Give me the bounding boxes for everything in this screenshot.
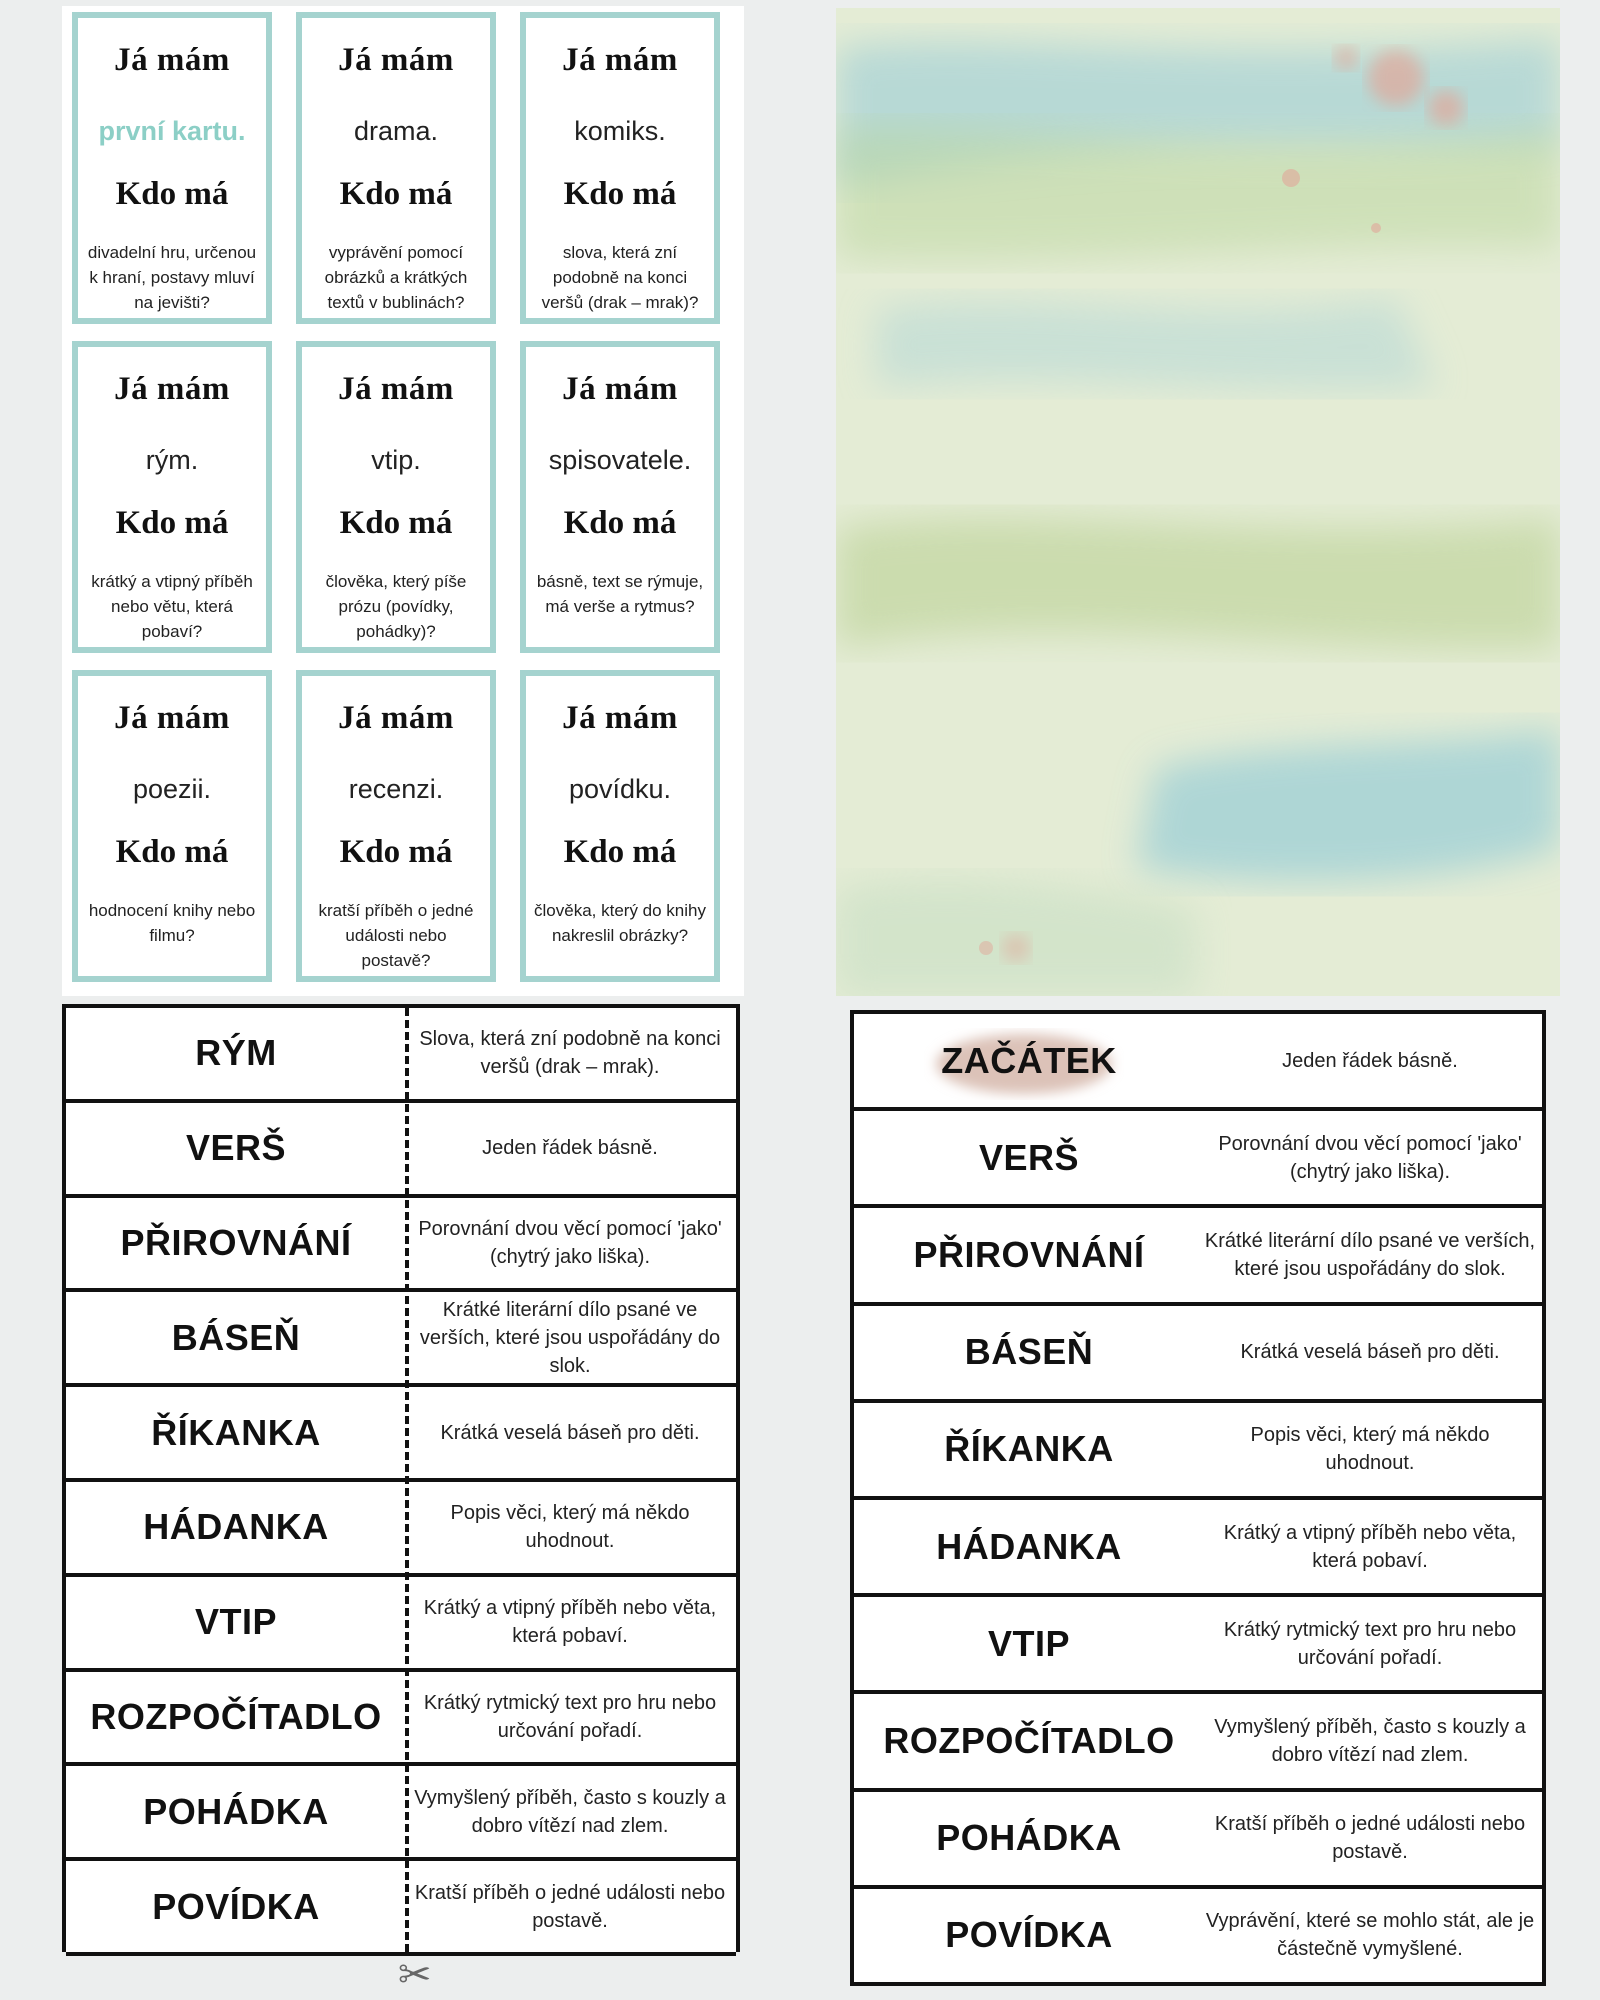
table-row [854,1208,1542,1305]
term-definition: Popis věci, který má někdo uhodnout. [1250,1424,1490,1475]
table-row [66,1861,736,1956]
card-sheet [62,6,744,996]
term-definition: Krátké literární dílo psané ve verších, které jsou uspořádány do slok. [1204,1229,1536,1280]
card-question: hodnocení knihy nebo filmu? [88,901,256,945]
card [72,12,272,324]
table-row [66,1766,736,1861]
card-heading-have: Já mám [114,42,230,78]
watercolor-background [836,8,1560,996]
table-row [854,1889,1542,1986]
card-heading-who: Kdo má [339,505,453,541]
card [72,670,272,982]
term-definition: Jeden řádek básně. [1282,1049,1458,1072]
card-heading-who: Kdo má [563,505,677,541]
table-row [66,1103,736,1198]
term-label: BÁSEŇ [964,1331,1094,1373]
term-label: POHÁDKA [936,1817,1122,1859]
term-label: VERŠ [978,1136,1080,1178]
card-question: slova, která zní podobně na konci veršů (drak – mrak)? [541,243,699,312]
table-row [854,1792,1542,1889]
term-label: ŘÍKANKA [944,1428,1114,1470]
card-question: člověka, který píše prózu (povídky, pohádky)? [325,572,467,641]
card-question: vyprávění pomocí obrázků a krátkých textů v bublinách? [324,243,468,312]
term-definition: Popis věci, který má někdo uhodnout. [450,1502,690,1553]
card-heading-have: Já mám [338,42,454,78]
card-heading-have: Já mám [338,371,454,407]
term-definition: Vymyšlený příběh, často s kouzly a dobro vítězí nad zlem. [414,1786,726,1837]
term-definition: Slova, která zní podobně na konci veršů (drak – mrak). [419,1028,721,1079]
term-label: ZAČÁTEK [941,1039,1117,1081]
card-heading-have: Já mám [114,700,230,736]
term-label: VTIP [987,1622,1070,1664]
term-label: PŘIROVNÁNÍ [913,1233,1145,1275]
term-label: POHÁDKA [143,1790,329,1832]
card-question: člověka, který do knihy nakreslil obrázky? [534,901,706,945]
term-label: ROZPOČÍTADLO [90,1695,382,1737]
table-row [66,1387,736,1482]
term-label: BÁSEŇ [171,1316,301,1358]
card-answer: povídku. [568,774,672,804]
table-row [66,1577,736,1672]
card [296,12,496,324]
term-definition: Krátké literární dílo psané ve verších, které jsou uspořádány do slok. [419,1298,721,1377]
right-term-table [850,1010,1546,1986]
term-label: ŘÍKANKA [151,1411,321,1453]
card-heading-who: Kdo má [115,834,229,870]
card-question: kratší příběh o jedné události nebo postavě? [318,901,474,970]
term-definition: Krátký a vtipný příběh nebo věta, která pobaví. [423,1597,717,1648]
card-heading-have: Já mám [562,700,678,736]
card-answer: drama. [353,116,439,146]
watercolor-art [836,8,1560,996]
card-answer: rým. [145,445,199,475]
table-row [66,1482,736,1577]
card-answer: spisovatele. [548,445,692,475]
table-row [854,1014,1542,1111]
term-definition: Porovnání dvou věcí pomocí 'jako' (chytrý jako liška). [418,1217,722,1268]
term-definition: Kratší příběh o jedné události nebo postavě. [414,1881,726,1932]
card-question: divadelní hru, určenou k hraní, postavy mluví na jevišti? [87,243,257,312]
card-question: krátký a vtipný příběh nebo větu, která pobaví? [91,572,253,641]
card [520,341,720,653]
term-definition: Krátký a vtipný příběh nebo věta, která pobaví. [1223,1521,1517,1572]
card-heading-who: Kdo má [115,505,229,541]
table-row [66,1198,736,1293]
card-answer: poezii. [132,774,212,804]
card-heading-have: Já mám [562,42,678,78]
term-definition: Krátká veselá báseň pro děti. [1240,1341,1500,1364]
table-row [66,1008,736,1103]
table-row [854,1500,1542,1597]
term-definition: Kratší příběh o jedné události nebo postavě. [1214,1813,1526,1864]
table-row [854,1694,1542,1791]
term-definition: Porovnání dvou věcí pomocí 'jako' (chytrý jako liška). [1218,1132,1522,1183]
card-heading-who: Kdo má [115,176,229,212]
term-definition: Jeden řádek básně. [482,1137,658,1160]
term-label: POVÍDKA [945,1914,1113,1956]
term-label: PŘIROVNÁNÍ [120,1221,352,1263]
card [72,341,272,653]
card-heading-have: Já mám [338,700,454,736]
card-answer: komiks. [574,116,666,146]
card-heading-who: Kdo má [563,176,677,212]
term-label: HÁDANKA [143,1506,329,1548]
table-row [854,1403,1542,1500]
table-row [66,1672,736,1767]
card [296,670,496,982]
card [296,341,496,653]
table-row [854,1111,1542,1208]
term-label: VTIP [194,1601,277,1643]
term-label: HÁDANKA [936,1525,1122,1567]
term-label: VERŠ [185,1127,287,1169]
scissors-icon: ✂ [398,1953,432,1997]
term-definition: Krátká veselá báseň pro děti. [440,1421,700,1444]
term-definition: Vyprávění, které se mohlo stát, ale je částečně vymyšlené. [1205,1910,1535,1961]
term-label: ROZPOČÍTADLO [883,1719,1175,1761]
card-heading-who: Kdo má [339,834,453,870]
table-row [854,1597,1542,1694]
card-answer: první kartu. [98,116,246,146]
card-heading-who: Kdo má [339,176,453,212]
term-definition: Krátký rytmický text pro hru nebo určování pořadí. [1223,1618,1517,1669]
term-label: POVÍDKA [152,1885,320,1927]
term-definition: Krátký rytmický text pro hru nebo určování pořadí. [423,1691,717,1742]
card [520,670,720,982]
left-term-table [62,1004,740,1952]
card-heading-have: Já mám [562,371,678,407]
card-heading-have: Já mám [114,371,230,407]
card-answer: vtip. [371,445,421,475]
term-definition: Vymyšlený příběh, často s kouzly a dobro vítězí nad zlem. [1214,1715,1526,1766]
term-label: RÝM [195,1032,277,1074]
card [520,12,720,324]
table-row [854,1306,1542,1403]
card-heading-who: Kdo má [563,834,677,870]
table-row [66,1292,736,1387]
card-question: básně, text se rýmuje, má verše a rytmus? [536,572,704,616]
card-answer: recenzi. [348,774,444,804]
